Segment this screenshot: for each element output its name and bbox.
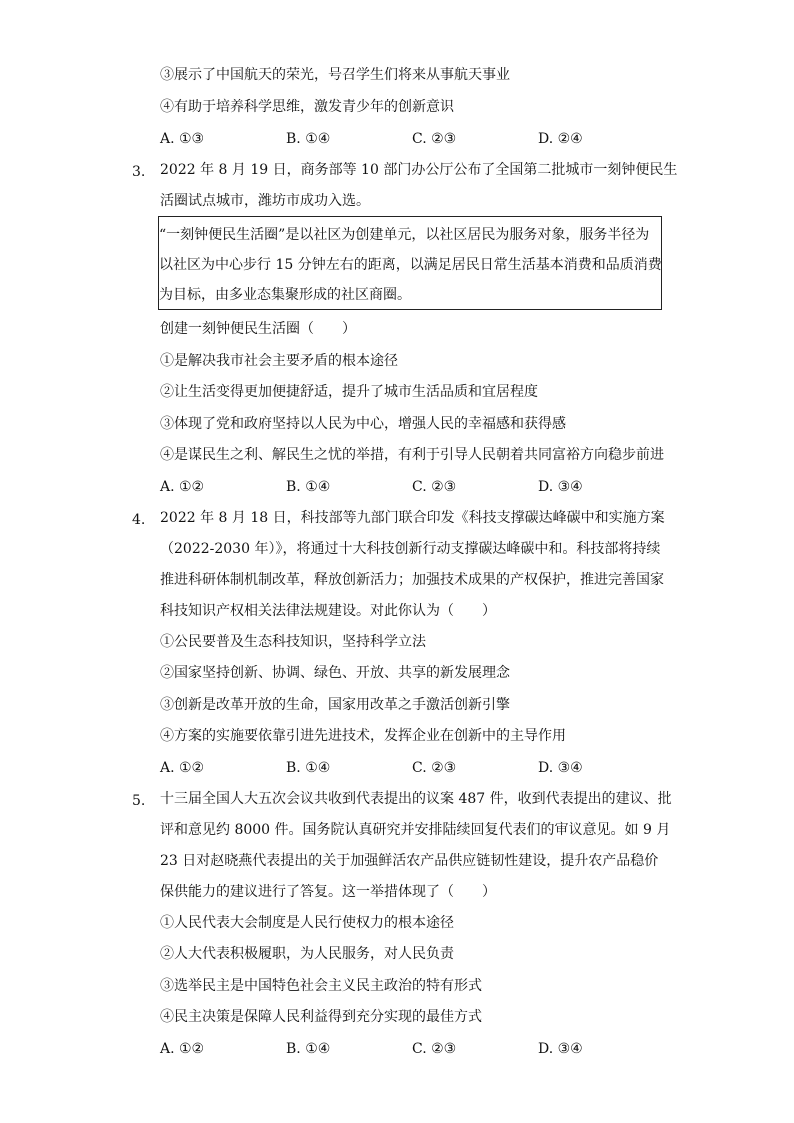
choice-c: C. ②③ [412, 760, 457, 776]
answer-choices [160, 477, 680, 497]
option-line: ③体现了党和政府坚持以人民为中心，增强人民的幸福感和获得感 [160, 416, 566, 432]
choice-a: A. ①② [160, 760, 205, 776]
question-stem: 2022 年 8 月 19 日，商务部等 10 部门办公厅公布了全国第二批城市一刻钟便民生 [160, 162, 678, 178]
option-line: ④方案的实施要依靠引进先进技术，发挥企业在创新中的主导作用 [160, 728, 566, 744]
material-box [158, 216, 662, 310]
question-number: 5. [132, 793, 146, 809]
choice-b: B. ①④ [286, 760, 331, 776]
choice-b: B. ①④ [286, 479, 331, 495]
question-stem: 十三届全国人大五次会议共收到代表提出的议案 487 件，收到代表提出的建议、批 [160, 791, 672, 807]
option-line: ①人民代表大会制度是人民行使权力的根本途径 [160, 915, 454, 931]
choice-d: D. ③④ [538, 760, 583, 776]
material-line: “一刻钟便民生活圈”是以社区为创建单元，以社区居民为服务对象，服务半径为 [159, 227, 650, 243]
question-stem: 评和意见约 8000 件。国务院认真研究并安排陆续回复代表们的审议意见。如 9 月 [160, 822, 671, 838]
option-line: ④是谋民生之利、解民生之忧的举措，有利于引导人民朝着共同富裕方向稳步前进 [160, 447, 664, 463]
answer-choices [160, 1039, 680, 1059]
question-number: 4. [132, 512, 146, 528]
choice-a: A. ①③ [160, 131, 205, 147]
question-stem: 2022 年 8 月 18 日，科技部等九部门联合印发《科技支撑碳达峰碳中和实施方案 [160, 510, 665, 526]
option-line: ①公民要普及生态科技知识，坚持科学立法 [160, 634, 426, 650]
question-stem: 推进科研体制机制改革，释放创新活力；加强技术成果的产权保护，推进完善国家 [160, 572, 664, 588]
option-line: ④有助于培养科学思维，激发青少年的创新意识 [160, 99, 454, 115]
option-line: ②让生活变得更加便捷舒适，提升了城市生活品质和宜居程度 [160, 384, 538, 400]
choice-d: D. ②④ [538, 131, 583, 147]
question-prompt: 创建一刻钟便民生活圈（ ） [160, 321, 356, 337]
question-stem: 活圈试点城市，潍坊市成功入选。 [160, 193, 370, 209]
choice-b: B. ①④ [286, 131, 331, 147]
choice-c: C. ②③ [412, 479, 457, 495]
option-line: ②人大代表积极履职，为人民服务，对人民负责 [160, 946, 454, 962]
option-line: ③选举民主是中国特色社会主义民主政治的特有形式 [160, 978, 482, 994]
material-line: 以社区为中心步行 15 分钟左右的距离，以满足居民日常生活基本消费和品质消费 [159, 257, 662, 273]
answer-choices [160, 129, 680, 149]
choice-b: B. ①④ [286, 1041, 331, 1057]
choice-c: C. ②③ [412, 131, 457, 147]
question-stem: 科技知识产权相关法律法规建设。对此你认为（ ） [160, 603, 496, 619]
option-line: ③创新是改革开放的生命，国家用改革之手激活创新引擎 [160, 697, 510, 713]
answer-choices [160, 758, 680, 778]
option-line: ④民主决策是保障人民利益得到充分实现的最佳方式 [160, 1009, 482, 1025]
option-line: ②国家坚持创新、协调、绿色、开放、共享的新发展理念 [160, 665, 510, 681]
question-stem: （2022-2030 年）》，将通过十大科技创新行动支撑碳达峰碳中和。科技部将持续 [160, 541, 661, 557]
question-stem: 保供能力的建议进行了答复。这一举措体现了（ ） [160, 884, 496, 900]
option-line: ①是解决我市社会主要矛盾的根本途径 [160, 353, 398, 369]
choice-c: C. ②③ [412, 1041, 457, 1057]
question-number: 3. [132, 164, 146, 180]
choice-d: D. ③④ [538, 1041, 583, 1057]
choice-d: D. ③④ [538, 479, 583, 495]
choice-a: A. ①② [160, 1041, 205, 1057]
option-line: ③展示了中国航天的荣光，号召学生们将来从事航天事业 [160, 67, 510, 83]
material-line: 为目标，由多业态集聚形成的社区商圈。 [159, 287, 411, 303]
question-stem: 23 日对赵晓燕代表提出的关于加强鲜活农产品供应链韧性建设，提升农产品稳价 [160, 853, 659, 869]
choice-a: A. ①② [160, 479, 205, 495]
